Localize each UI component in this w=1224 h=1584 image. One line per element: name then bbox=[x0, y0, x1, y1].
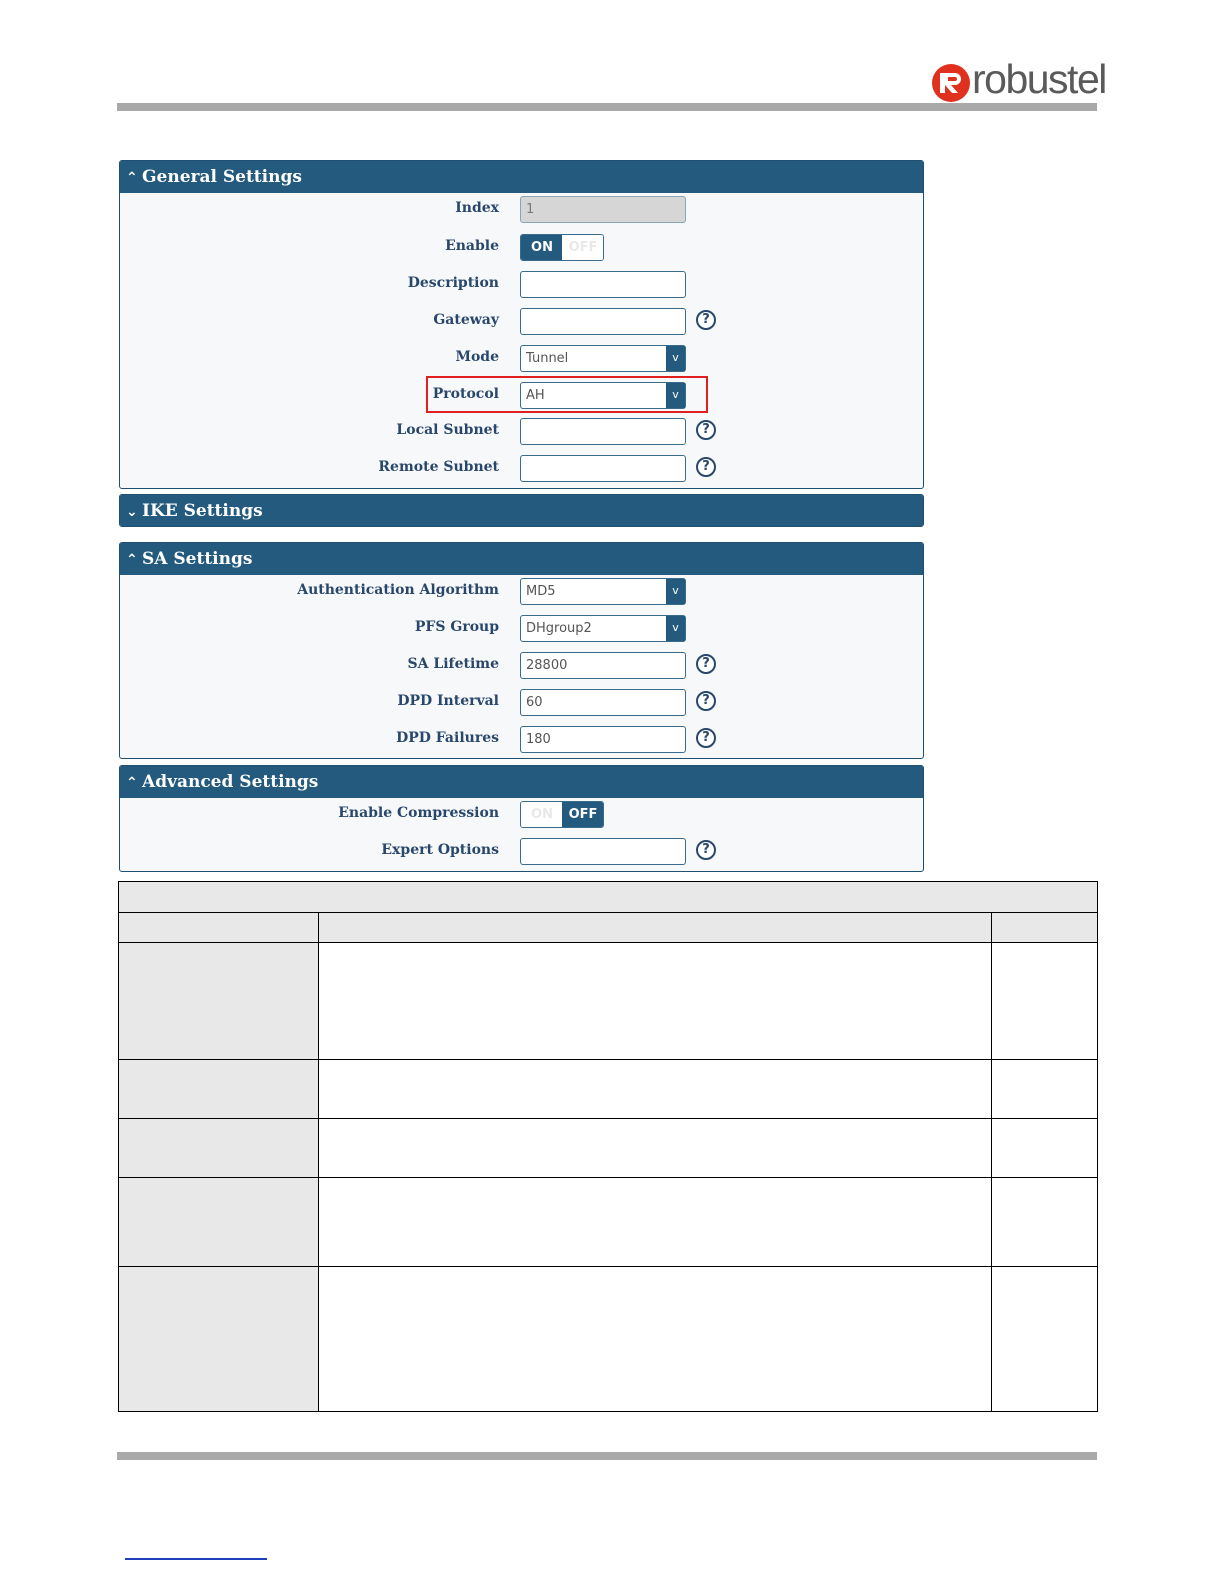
enable-compression-row bbox=[120, 801, 923, 829]
table-cell bbox=[119, 943, 319, 1060]
robustel-logo-badge bbox=[932, 64, 970, 102]
index-row bbox=[120, 196, 923, 224]
protocol-value: AH bbox=[526, 388, 545, 403]
general-settings-header[interactable] bbox=[120, 161, 923, 193]
table-row bbox=[119, 1060, 1098, 1119]
pfs-group-label: PFS Group bbox=[414, 619, 499, 635]
table-header-cell bbox=[119, 913, 319, 943]
description-row bbox=[120, 271, 923, 299]
question-icon[interactable]: ? bbox=[696, 728, 716, 748]
pfs-group-select[interactable] bbox=[520, 615, 686, 642]
gateway-input[interactable] bbox=[520, 308, 686, 335]
enable-label: Enable bbox=[445, 238, 499, 254]
dpd-failures-label: DPD Failures bbox=[396, 730, 499, 746]
enable-compression-label: Enable Compression bbox=[338, 805, 499, 821]
table-cell bbox=[119, 1178, 319, 1267]
dpd-interval-row bbox=[120, 689, 923, 717]
protocol-label: Protocol bbox=[432, 386, 499, 402]
robustel-logo bbox=[932, 56, 1106, 102]
table-cell bbox=[992, 943, 1098, 1060]
enable-toggle-on[interactable]: ON bbox=[521, 235, 563, 260]
mode-label: Mode bbox=[455, 349, 499, 365]
table-cell bbox=[992, 1060, 1098, 1119]
question-icon[interactable]: ? bbox=[696, 420, 716, 440]
local-subnet-input[interactable] bbox=[520, 418, 686, 445]
table-cell bbox=[992, 1119, 1098, 1178]
advanced-settings-header[interactable] bbox=[120, 766, 923, 798]
sa-lifetime-label: SA Lifetime bbox=[407, 656, 499, 672]
ike-settings-header[interactable] bbox=[120, 495, 923, 527]
robustel-wordmark: robustel bbox=[972, 56, 1106, 102]
enable-compression-toggle-off[interactable]: OFF bbox=[562, 802, 604, 827]
auth-algorithm-value: MD5 bbox=[526, 584, 556, 599]
table-header-row bbox=[119, 913, 1098, 943]
table-cell bbox=[319, 1267, 992, 1412]
remote-subnet-input[interactable] bbox=[520, 455, 686, 482]
ike-settings-title: IKE Settings bbox=[142, 501, 263, 521]
mode-value: Tunnel bbox=[526, 351, 569, 366]
question-icon[interactable]: ? bbox=[696, 310, 716, 330]
sa-settings-title: SA Settings bbox=[142, 549, 253, 569]
index-label: Index bbox=[455, 200, 499, 216]
enable-compression-toggle[interactable] bbox=[520, 801, 604, 828]
general-settings-panel bbox=[119, 160, 924, 489]
table-cell bbox=[319, 1060, 992, 1119]
question-icon[interactable]: ? bbox=[696, 654, 716, 674]
remote-subnet-label: Remote Subnet bbox=[378, 459, 499, 475]
table-cell bbox=[319, 1119, 992, 1178]
mode-row bbox=[120, 345, 923, 373]
dropdown-arrow-icon[interactable]: v bbox=[666, 616, 685, 641]
index-field: 1 bbox=[520, 196, 686, 223]
table-cell bbox=[319, 1178, 992, 1267]
enable-compression-toggle-on[interactable]: ON bbox=[521, 802, 563, 827]
remote-subnet-row bbox=[120, 455, 923, 483]
sa-settings-panel bbox=[119, 542, 924, 759]
gateway-label: Gateway bbox=[433, 312, 499, 328]
chevron-up-icon: ⌃ bbox=[126, 552, 138, 568]
table-title-row bbox=[119, 882, 1098, 913]
mode-select[interactable] bbox=[520, 345, 686, 372]
pfs-group-row bbox=[120, 615, 923, 643]
table-cell bbox=[119, 1060, 319, 1119]
table-row bbox=[119, 1267, 1098, 1412]
description-input[interactable] bbox=[520, 271, 686, 298]
enable-row bbox=[120, 234, 923, 262]
table-cell bbox=[119, 1119, 319, 1178]
chevron-down-icon: ⌄ bbox=[126, 504, 138, 520]
advanced-settings-title: Advanced Settings bbox=[142, 772, 319, 792]
chevron-up-icon: ⌃ bbox=[126, 170, 138, 186]
dpd-interval-input[interactable]: 60 bbox=[520, 689, 686, 716]
gateway-row bbox=[120, 308, 923, 336]
table-cell bbox=[119, 1267, 319, 1412]
sa-lifetime-input[interactable]: 28800 bbox=[520, 652, 686, 679]
table-cell bbox=[992, 1178, 1098, 1267]
table-row bbox=[119, 1119, 1098, 1178]
expert-options-input[interactable] bbox=[520, 838, 686, 865]
question-icon[interactable]: ? bbox=[696, 457, 716, 477]
table-header-cell bbox=[319, 913, 992, 943]
header-divider bbox=[117, 103, 1097, 111]
table-row bbox=[119, 1178, 1098, 1267]
sa-settings-header[interactable] bbox=[120, 543, 923, 575]
question-icon[interactable]: ? bbox=[696, 691, 716, 711]
expert-options-row bbox=[120, 838, 923, 866]
description-label: Description bbox=[407, 275, 499, 291]
advanced-settings-panel bbox=[119, 765, 924, 872]
local-subnet-label: Local Subnet bbox=[396, 422, 499, 438]
general-settings-title: General Settings bbox=[142, 167, 302, 187]
pfs-group-value: DHgroup2 bbox=[526, 621, 592, 636]
auth-algorithm-select[interactable] bbox=[520, 578, 686, 605]
sa-lifetime-row bbox=[120, 652, 923, 680]
enable-toggle-off[interactable]: OFF bbox=[562, 235, 604, 260]
auth-algorithm-row bbox=[120, 578, 923, 606]
parameter-table bbox=[118, 881, 1098, 1412]
table-header-cell bbox=[992, 913, 1098, 943]
local-subnet-row bbox=[120, 418, 923, 446]
dropdown-arrow-icon[interactable]: v bbox=[666, 383, 685, 408]
table-title-cell bbox=[119, 882, 1098, 913]
footer-link-underline[interactable] bbox=[125, 1558, 267, 1560]
expert-options-label: Expert Options bbox=[381, 842, 499, 858]
dpd-failures-row bbox=[120, 726, 923, 754]
table-cell bbox=[992, 1267, 1098, 1412]
dpd-interval-label: DPD Interval bbox=[397, 693, 499, 709]
dpd-failures-input[interactable]: 180 bbox=[520, 726, 686, 753]
chevron-up-icon: ⌃ bbox=[126, 775, 138, 791]
dropdown-arrow-icon[interactable]: v bbox=[666, 579, 685, 604]
footer-divider bbox=[117, 1452, 1097, 1460]
question-icon[interactable]: ? bbox=[696, 840, 716, 860]
protocol-highlight-box bbox=[426, 376, 708, 413]
auth-algorithm-label: Authentication Algorithm bbox=[297, 582, 499, 598]
dropdown-arrow-icon[interactable]: v bbox=[666, 346, 685, 371]
table-cell bbox=[319, 943, 992, 1060]
table-row bbox=[119, 943, 1098, 1060]
ike-settings-panel bbox=[119, 494, 924, 527]
enable-toggle[interactable] bbox=[520, 234, 604, 261]
